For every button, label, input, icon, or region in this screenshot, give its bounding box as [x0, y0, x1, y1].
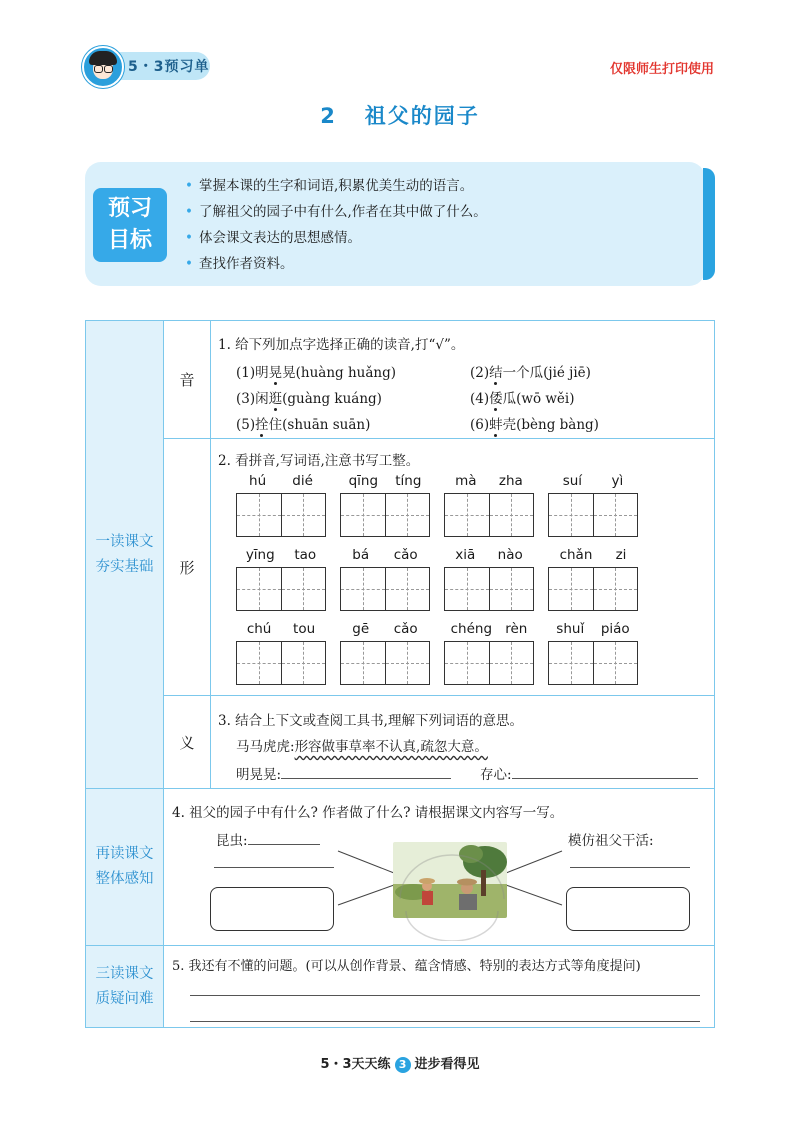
section-read-3: 三读课文 质疑问难 — [86, 946, 164, 1027]
pinyin-syllable: tíng — [395, 473, 422, 489]
writing-cell[interactable] — [594, 494, 638, 536]
writing-box[interactable] — [236, 641, 326, 685]
writing-box[interactable] — [236, 493, 326, 537]
footer-brand: 5・3天天练 — [320, 1057, 391, 1072]
pinyin-syllable: nào — [497, 547, 523, 563]
q3-title: 3. 结合上下文或查阅工具书,理解下列词语的意思。 — [218, 713, 523, 729]
writing-cell[interactable] — [282, 494, 326, 536]
goals-list — [185, 173, 487, 277]
row-divider — [211, 695, 714, 696]
q1-item: (6)蚌壳(bèng bàng) — [470, 417, 599, 433]
goals-tag-line1: 预习 — [107, 196, 152, 221]
pinyin-syllable: suí — [562, 473, 583, 489]
row-divider — [164, 788, 714, 789]
pinyin-label — [444, 473, 534, 489]
writing-cell[interactable] — [237, 568, 282, 610]
answer-line[interactable] — [570, 867, 690, 868]
writing-cell[interactable] — [549, 642, 594, 684]
pinyin-syllable: piáo — [600, 621, 630, 637]
writing-box[interactable] — [444, 493, 534, 537]
footer-slogan: 进步看得见 — [414, 1057, 480, 1072]
pinyin-label — [340, 473, 430, 489]
writing-box[interactable] — [444, 641, 534, 685]
page-number: 3 — [395, 1057, 411, 1073]
pinyin-label — [236, 621, 326, 637]
header-badge-text: 5・3预习单 — [128, 59, 210, 75]
pinyin-label — [340, 547, 430, 563]
q1-item: (5)拴住(shuān suān) — [236, 417, 371, 433]
footer — [0, 1053, 800, 1073]
pinyin-syllable: tou — [293, 621, 316, 637]
q2-title: 2. 看拼音,写词语,注意书写工整。 — [218, 453, 420, 469]
q3-example — [236, 735, 488, 755]
q3-word2 — [480, 763, 698, 783]
section-read-2: 再读课文 整体感知 — [86, 789, 164, 946]
pinyin-syllable: gē — [352, 621, 370, 637]
goals-tag — [93, 188, 167, 262]
pinyin-syllable: zi — [615, 547, 627, 563]
answer-box-right[interactable] — [566, 887, 690, 931]
q1-item: (2)结一个瓜(jié jiē) — [470, 365, 591, 381]
pinyin-syllable: hú — [249, 473, 267, 489]
pinyin-syllable: rèn — [505, 621, 528, 637]
answer-line[interactable] — [190, 995, 700, 996]
page-title: 2 祖父的园子 — [320, 104, 480, 128]
writing-cell[interactable] — [549, 568, 594, 610]
writing-cell[interactable] — [445, 568, 490, 610]
writing-cell[interactable] — [341, 642, 386, 684]
writing-box[interactable] — [444, 567, 534, 611]
q1-item: (3)闲逛(guàng kuáng) — [236, 391, 382, 407]
pinyin-label — [444, 621, 534, 637]
writing-box[interactable] — [340, 641, 430, 685]
pinyin-label — [444, 547, 534, 563]
writing-cell[interactable] — [282, 568, 326, 610]
q3-word1-label: 明晃晃: — [236, 767, 282, 783]
writing-box[interactable] — [236, 567, 326, 611]
q4-title: 4. 祖父的园子中有什么? 作者做了什么? 请根据课文内容写一写。 — [172, 805, 564, 821]
pinyin-syllable: cǎo — [393, 621, 418, 637]
exercise-table — [85, 320, 715, 1028]
q5-title: 5. 我还有不懂的问题。(可以从创作背景、蕴含情感、特别的表达方式等角度提问) — [172, 959, 641, 974]
answer-line[interactable] — [248, 832, 320, 845]
writing-cell[interactable] — [490, 568, 534, 610]
pinyin-syllable: shuǐ — [556, 621, 585, 637]
goal-item: • 体会课文表达的思想感情。 — [185, 225, 487, 251]
answer-line[interactable] — [214, 867, 334, 868]
writing-cell[interactable] — [341, 568, 386, 610]
pinyin-label — [236, 547, 326, 563]
pinyin-syllable: bá — [352, 547, 370, 563]
goals-tag-line2: 目标 — [107, 228, 152, 253]
writing-box[interactable] — [548, 567, 638, 611]
writing-cell[interactable] — [282, 642, 326, 684]
pinyin-syllable: yì — [611, 473, 624, 489]
q3-example-definition: 形容做事草率不认真,疏忽大意。 — [294, 739, 488, 755]
answer-line[interactable] — [281, 764, 451, 779]
writing-cell[interactable] — [237, 642, 282, 684]
writing-box[interactable] — [548, 641, 638, 685]
section-read-1: 一读课文 夯实基础 — [86, 321, 164, 789]
sub-yin: 音 — [164, 321, 211, 439]
row-divider — [164, 945, 714, 946]
pinyin-label — [548, 621, 638, 637]
writing-box[interactable] — [340, 567, 430, 611]
q3-word1 — [236, 763, 451, 783]
sub-xing: 形 — [164, 439, 211, 696]
pinyin-syllable: zha — [498, 473, 523, 489]
q1-item: (4)倭瓜(wō wěi) — [470, 391, 575, 407]
print-note: 仅限师生打印使用 — [609, 62, 714, 77]
answer-line[interactable] — [190, 1021, 700, 1022]
garden-illustration — [393, 842, 507, 918]
writing-box[interactable] — [548, 493, 638, 537]
pinyin-syllable: chǎn — [559, 547, 593, 563]
q4-left-label — [216, 829, 320, 849]
pinyin-syllable: cǎo — [393, 547, 418, 563]
pinyin-syllable: dié — [292, 473, 313, 489]
sub-yi: 义 — [164, 696, 211, 789]
q3-word2-label: 存心: — [480, 767, 512, 783]
q1-title: 1. 给下列加点字选择正确的读音,打“√”。 — [218, 337, 465, 353]
answer-box-left[interactable] — [210, 887, 334, 931]
pinyin-label — [548, 473, 638, 489]
pinyin-syllable: xiā — [455, 547, 476, 563]
writing-cell[interactable] — [594, 642, 638, 684]
pinyin-label — [548, 547, 638, 563]
goal-item: • 掌握本课的生字和词语,积累优美生动的语言。 — [185, 173, 487, 199]
q3-example-word: 马马虎虎: — [236, 739, 295, 755]
insects-label: 昆虫: — [216, 833, 248, 849]
pinyin-syllable: qīng — [348, 473, 379, 489]
pinyin-syllable: tao — [294, 547, 317, 563]
writing-cell[interactable] — [549, 494, 594, 536]
writing-cell[interactable] — [386, 494, 430, 536]
q1-item: (1)明晃晃(huàng huǎng) — [236, 365, 396, 381]
pinyin-syllable: chéng — [450, 621, 493, 637]
writing-cell[interactable] — [445, 642, 490, 684]
avatar-icon — [82, 46, 124, 88]
pinyin-label — [236, 473, 326, 489]
goals-edge — [703, 168, 715, 280]
pinyin-syllable: yīng — [245, 547, 275, 563]
pinyin-syllable: mà — [455, 473, 477, 489]
pinyin-label — [340, 621, 430, 637]
writing-cell[interactable] — [490, 642, 534, 684]
row-divider — [211, 438, 714, 439]
goal-item: • 了解祖父的园子中有什么,作者在其中做了什么。 — [185, 199, 487, 225]
writing-cell[interactable] — [490, 494, 534, 536]
writing-cell[interactable] — [594, 568, 638, 610]
writing-cell[interactable] — [237, 494, 282, 536]
writing-cell[interactable] — [341, 494, 386, 536]
writing-cell[interactable] — [386, 642, 430, 684]
pinyin-syllable: chú — [246, 621, 272, 637]
writing-box[interactable] — [340, 493, 430, 537]
answer-line[interactable] — [512, 764, 698, 779]
writing-cell[interactable] — [386, 568, 430, 610]
writing-cell[interactable] — [445, 494, 490, 536]
q4-right-label: 模仿祖父干活: — [568, 833, 654, 849]
goal-item: • 查找作者资料。 — [185, 251, 487, 277]
